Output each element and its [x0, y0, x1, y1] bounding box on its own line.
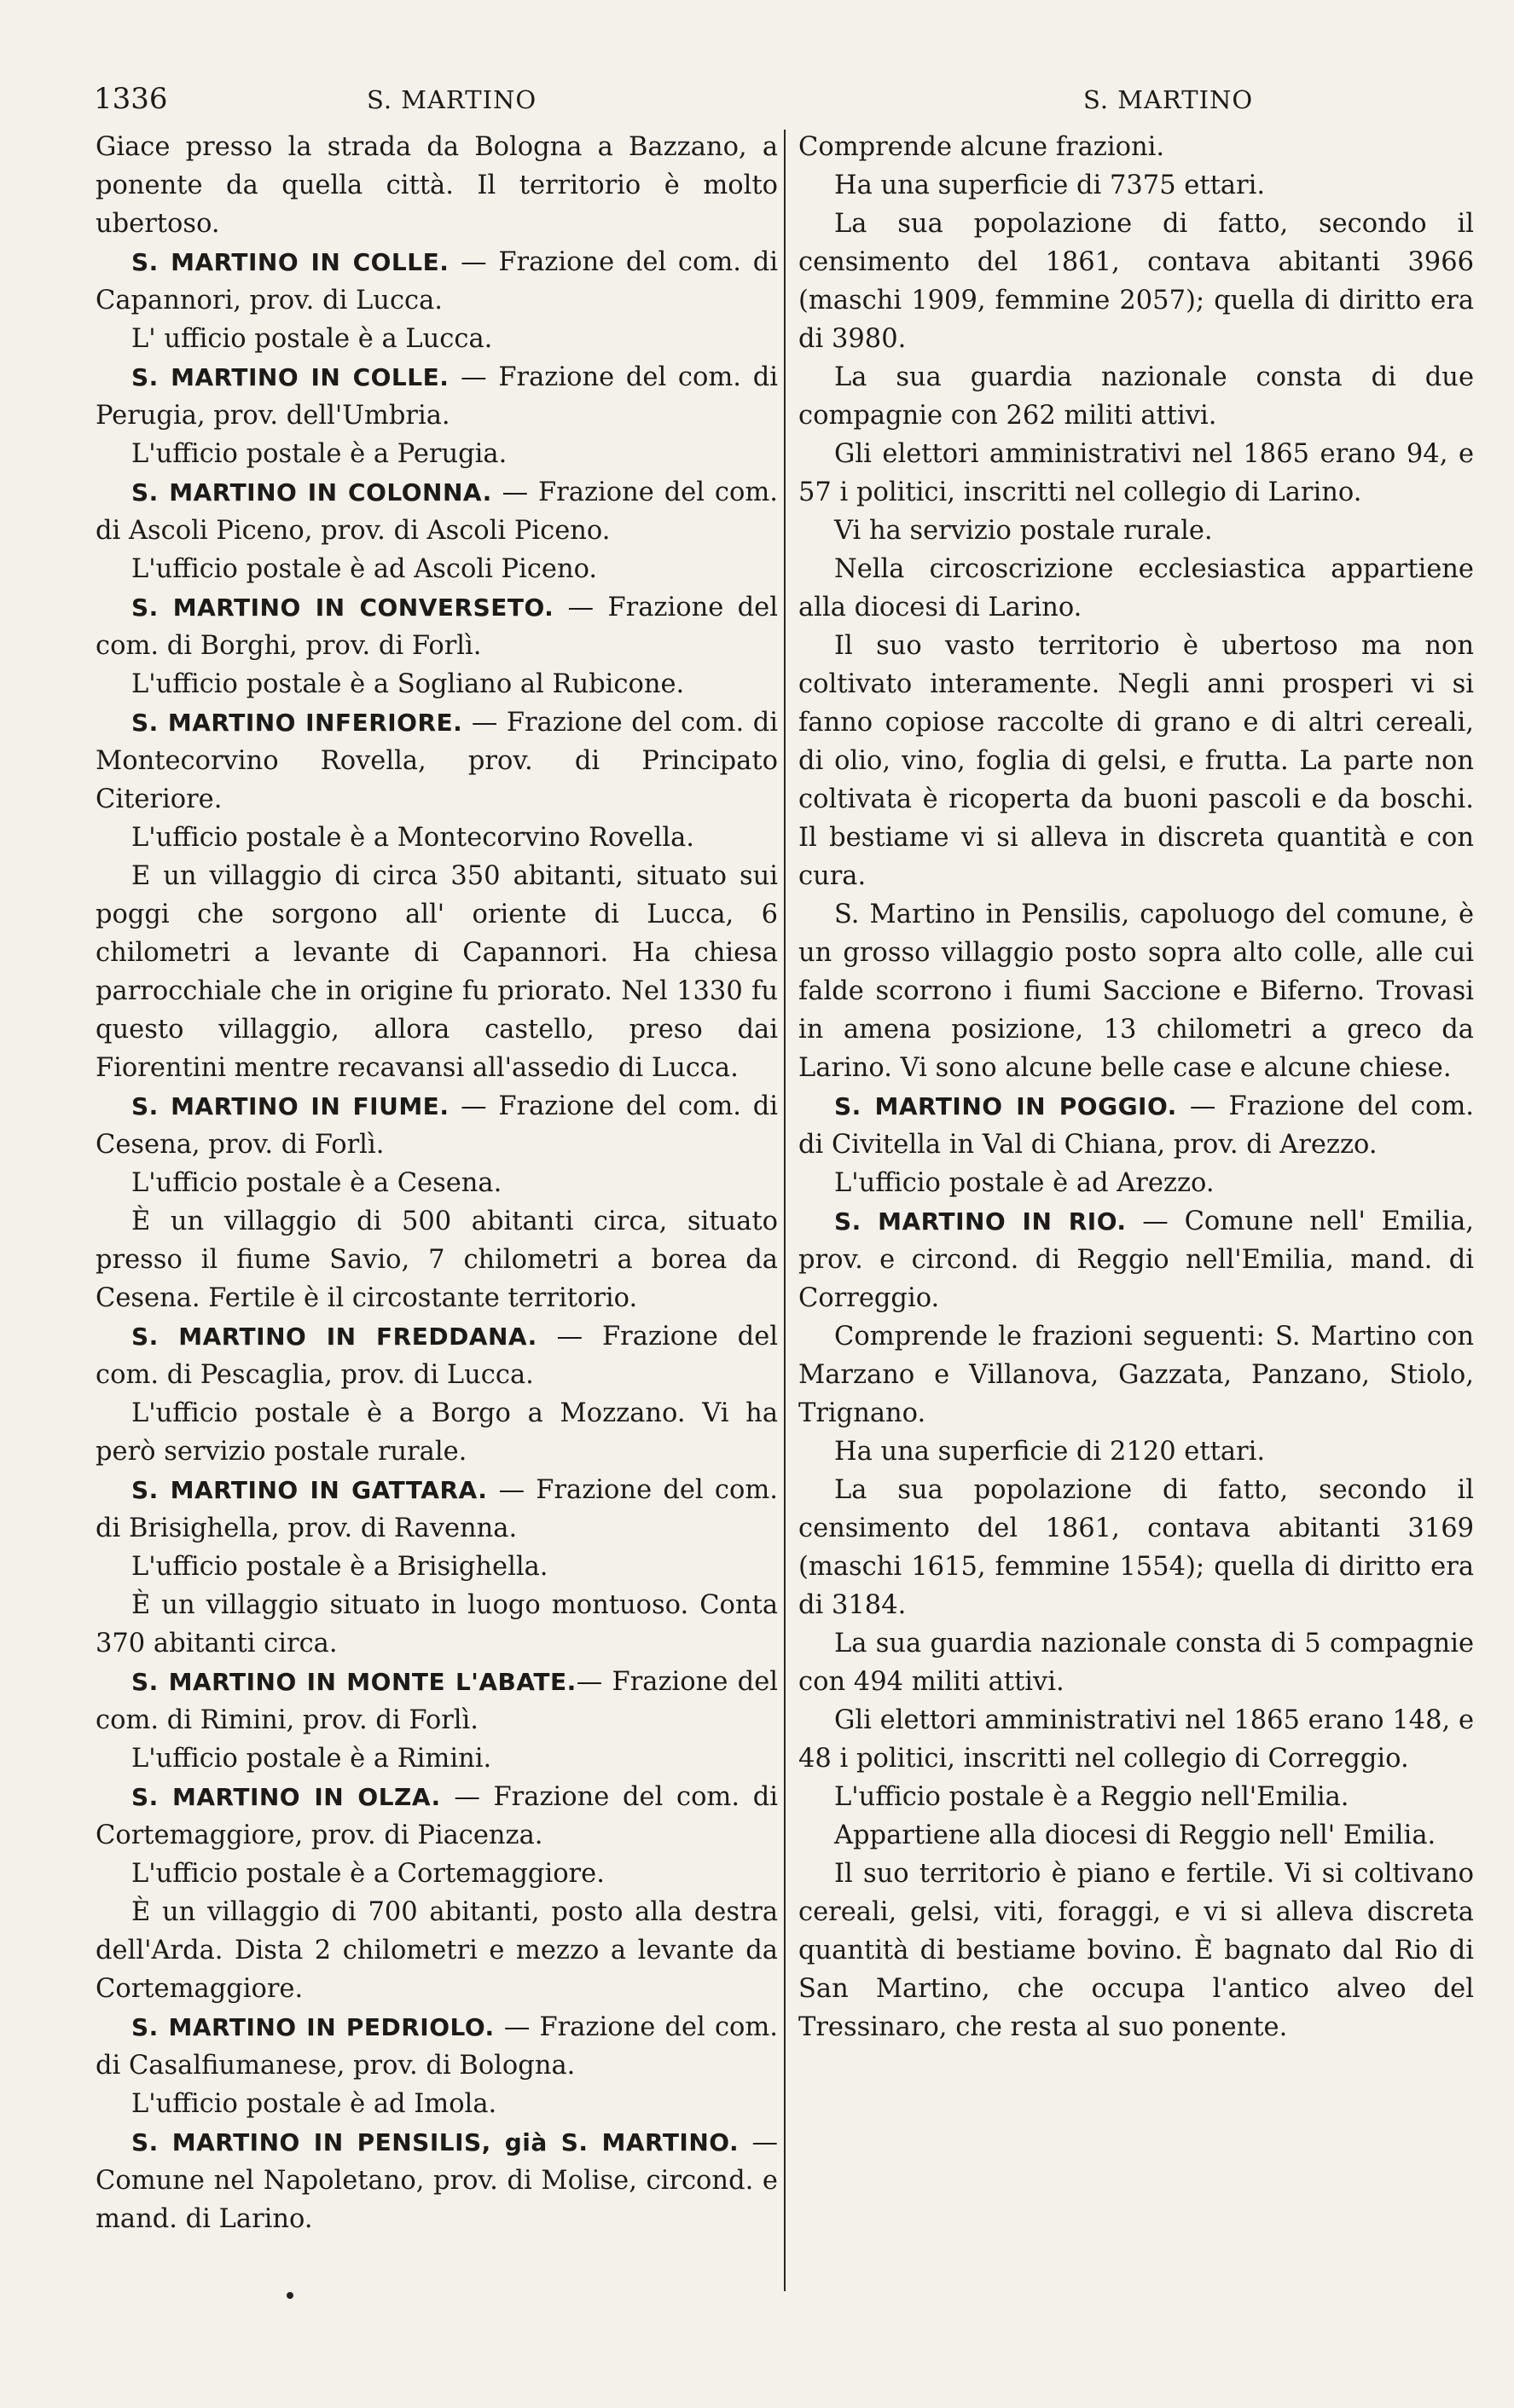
paragraph-text: È un villaggio di 700 abitanti, posto alla destra dell'Arda. Dista 2 chilometri e mezzo a levante da Cortemaggiore. [96, 1897, 778, 2004]
paragraph-text: L'ufficio postale è a Reggio nell'Emilia. [834, 1782, 1349, 1812]
entry-paragraph [96, 2123, 778, 2238]
column-divider [784, 130, 786, 2291]
entry-heading: S. MARTINO IN POGGIO. [834, 1092, 1177, 1120]
text-paragraph [798, 1433, 1474, 1471]
entry-heading: S. MARTINO IN CONVERSETO. [131, 593, 554, 622]
paragraph-text: — Frazione del com. di Capannori, prov. di Lucca. [96, 247, 778, 315]
paragraph-text: La sua guardia nazionale consta di due compagnie con 262 militi attivi. [798, 362, 1474, 431]
entry-heading: S. MARTINO IN OLZA. [131, 1783, 441, 1811]
text-paragraph [798, 1701, 1474, 1778]
text-paragraph [798, 1164, 1474, 1202]
paragraph-text: Gli elettori amministrativi nel 1865 erano 94, e 57 i politici, inscritti nel collegio di Larino. [798, 439, 1474, 507]
entry-paragraph [96, 2008, 778, 2085]
running-head-right: S. MARTINO [1083, 85, 1254, 114]
entry-heading: S. MARTINO IN COLLE. [131, 363, 450, 391]
paragraph-text: — Comune nel Napoletano, prov. di Molise, circond. e mand. di Larino. [96, 2127, 778, 2234]
paragraph-text: L'ufficio postale è a Cesena. [131, 1168, 502, 1198]
text-paragraph [96, 1164, 778, 1202]
entry-paragraph [96, 243, 778, 320]
entry-paragraph [96, 1317, 778, 1394]
text-paragraph [96, 320, 778, 358]
paragraph-text: — Frazione del com. di Borghi, prov. di Forlì. [96, 593, 778, 661]
text-paragraph [96, 1739, 778, 1778]
entry-paragraph [96, 588, 778, 665]
paragraph-text: — Frazione del com. di Ascoli Piceno, prov. di Ascoli Piceno. [96, 478, 778, 546]
entry-heading: S. MARTINO INFERIORE. [131, 709, 463, 737]
text-paragraph [798, 166, 1474, 205]
paragraph-text: — Frazione del com. di Rimini, prov. di Forlì. [96, 1667, 778, 1735]
paragraph-text: — Frazione del com. di Cesena, prov. di Forlì. [96, 1091, 778, 1160]
paragraph-text: È un villaggio situato in luogo montuoso. Conta 370 abitanti circa. [96, 1590, 778, 1658]
text-paragraph [96, 1893, 778, 2008]
text-paragraph [798, 128, 1474, 166]
entry-heading: S. MARTINO IN FREDDANA. [131, 1323, 537, 1351]
paragraph-text: — Frazione del com. di Casalfiumanese, prov. di Bologna. [96, 2012, 778, 2081]
paragraph-text: — Frazione del com. di Cortemaggiore, prov. di Piacenza. [96, 1782, 778, 1850]
entry-heading: S. MARTINO IN COLLE. [131, 248, 450, 276]
paragraph-text: La sua guardia nazionale consta di 5 compagnie con 494 militi attivi. [798, 1629, 1474, 1697]
text-paragraph [798, 550, 1474, 627]
text-paragraph [798, 627, 1474, 895]
ink-mark [287, 2292, 293, 2299]
text-paragraph [96, 1855, 778, 1893]
text-paragraph [798, 512, 1474, 550]
paragraph-text: La sua popolazione di fatto, secondo il censimento del 1861, contava abitanti 3966 (maschi 1909, femmine 2057); quella di diritto era di 3980. [798, 209, 1474, 354]
paragraph-text: S. Martino in Pensilis, capoluogo del comune, è un grosso villaggio posto sopra alto colle, alle cui falde scorrono i fiumi Saccione e Biferno. Trovasi in amena posizione, 13 chilometri a greco da Larino. Vi sono alcune belle case e alcune chiese. [798, 900, 1474, 1083]
entry-heading: S. MARTINO IN COLONNA. [131, 478, 492, 506]
paragraph-text: Ha una superficie di 7375 ettari. [834, 171, 1266, 200]
paragraph-text: — Frazione del com. di Perugia, prov. dell'Umbria. [96, 362, 778, 431]
paragraph-text: L'ufficio postale è ad Imola. [131, 2089, 497, 2119]
text-paragraph [96, 550, 778, 588]
paragraph-text: Comprende le frazioni seguenti: S. Martino con Marzano e Villanova, Gazzata, Panzano, Stiolo, Trignano. [798, 1322, 1474, 1428]
paragraph-text: — Frazione del com. di Brisighella, prov. di Ravenna. [96, 1475, 778, 1543]
paragraph-text: La sua popolazione di fatto, secondo il censimento del 1861, contava abitanti 3169 (maschi 1615, femmine 1554); quella di diritto era di 3184. [798, 1475, 1474, 1620]
entry-heading: S. MARTINO IN MONTE L'ABATE. [131, 1668, 577, 1696]
text-paragraph [798, 1471, 1474, 1624]
paragraph-text: Ha una superficie di 2120 ettari. [834, 1437, 1266, 1467]
text-paragraph [96, 819, 778, 857]
paragraph-text: Il suo territorio è piano e fertile. Vi si coltivano cereali, gelsi, viti, foraggi, e vi si alleva discreta quantità di bestiame bovino. È bagnato dal Rio di San Martino, che occupa l'antico alveo del Tressinaro, che resta al suo ponente. [798, 1859, 1474, 2042]
entry-heading: S. MARTINO IN PEDRIOLO. [131, 2013, 495, 2041]
entry-heading: S. MARTINO IN PENSILIS, già S. MARTINO. [131, 2128, 740, 2156]
text-paragraph [96, 2085, 778, 2123]
right-column [798, 128, 1474, 2046]
text-paragraph [96, 435, 778, 473]
text-paragraph [96, 1586, 778, 1663]
paragraph-text: L'ufficio postale è a Rimini. [131, 1744, 492, 1774]
text-paragraph [96, 128, 778, 243]
paragraph-text: L'ufficio postale è ad Arezzo. [834, 1168, 1215, 1198]
text-paragraph [96, 1202, 778, 1317]
paragraph-text: Comprende alcune frazioni. [798, 132, 1165, 162]
text-paragraph [798, 1778, 1474, 1816]
paragraph-text: Vi ha servizio postale rurale. [834, 516, 1213, 546]
running-head-left: S. MARTINO [367, 85, 537, 114]
paragraph-text: Gli elettori amministrativi nel 1865 erano 148, e 48 i politici, inscritti nel collegio di Correggio. [798, 1705, 1474, 1774]
text-paragraph [798, 205, 1474, 358]
text-paragraph [798, 1317, 1474, 1433]
paragraph-text: L'ufficio postale è a Cortemaggiore. [131, 1859, 605, 1889]
entry-paragraph [96, 473, 778, 550]
entry-paragraph [798, 1087, 1474, 1164]
entry-heading: S. MARTINO IN FIUME. [131, 1092, 450, 1120]
paragraph-text: Nella circoscrizione ecclesiastica appartiene alla diocesi di Larino. [798, 554, 1474, 622]
text-paragraph [798, 1855, 1474, 2046]
text-paragraph [96, 1548, 778, 1586]
paragraph-text: — Frazione del com. di Montecorvino Rovella, prov. di Principato Citeriore. [96, 708, 778, 814]
entry-paragraph [96, 1471, 778, 1548]
text-paragraph [798, 358, 1474, 435]
entry-paragraph [96, 1663, 778, 1739]
entry-paragraph [96, 703, 778, 819]
paragraph-text: Il suo vasto territorio è ubertoso ma non coltivato interamente. Negli anni prosperi vi si fanno copiose raccolte di grano e di altri cereali, di olio, vino, foglia di gelsi, e frutta. La parte non coltivata è ricoperta da buoni pascoli e da boschi. Il bestiame vi si alleva in discreta quantità e con cura. [798, 631, 1474, 891]
text-paragraph [798, 1624, 1474, 1701]
paragraph-text: L'ufficio postale è a Borgo a Mozzano. Vi ha però servizio postale rurale. [96, 1398, 778, 1467]
paragraph-text: L' ufficio postale è a Lucca. [131, 324, 493, 354]
paragraph-text: L'ufficio postale è a Perugia. [131, 439, 508, 469]
text-paragraph [798, 895, 1474, 1087]
paragraph-text: È un villaggio di 500 abitanti circa, situato presso il fiume Savio, 7 chilometri a borea da Cesena. Fertile è il circostante territorio. [96, 1207, 778, 1313]
entry-paragraph [96, 1087, 778, 1164]
paragraph-text: — Frazione del com. di Pescaglia, prov. di Lucca. [96, 1322, 778, 1390]
text-paragraph [798, 435, 1474, 512]
paragraph-text: Appartiene alla diocesi di Reggio nell' Emilia. [834, 1820, 1436, 1850]
entry-heading: S. MARTINO IN RIO. [834, 1207, 1127, 1236]
paragraph-text: Giace presso la strada da Bologna a Bazzano, a ponente da quella città. Il territorio è molto ubertoso. [96, 132, 778, 239]
paragraph-text: L'ufficio postale è ad Ascoli Piceno. [131, 554, 598, 584]
paragraph-text: — Frazione del com. di Civitella in Val di Chiana, prov. di Arezzo. [798, 1091, 1474, 1160]
text-paragraph [798, 1816, 1474, 1855]
text-paragraph [96, 857, 778, 1087]
entry-paragraph [96, 1778, 778, 1855]
left-column [96, 128, 778, 2238]
page-number: 1336 [94, 82, 168, 116]
paragraph-text: E un villaggio di circa 350 abitanti, situato sui poggi che sorgono all' oriente di Lucca, 6 chilometri a levante di Capannori. Ha chiesa parrocchiale che in origine fu priorato. Nel 1330 fu questo villaggio, allora castello, preso dai Fiorentini mentre recavansi all'assedio di Lucca. [96, 861, 778, 1083]
paragraph-text: L'ufficio postale è a Sogliano al Rubicone. [131, 669, 685, 699]
paragraph-text: L'ufficio postale è a Montecorvino Rovella. [131, 823, 694, 853]
text-paragraph [96, 665, 778, 703]
text-paragraph [96, 1394, 778, 1471]
entry-paragraph [798, 1202, 1474, 1317]
paragraph-text: — Comune nell' Emilia, prov. e circond. di Reggio nell'Emilia, mand. di Correggio. [798, 1207, 1474, 1313]
entry-paragraph [96, 358, 778, 435]
entry-heading: S. MARTINO IN GATTARA. [131, 1476, 488, 1504]
paragraph-text: L'ufficio postale è a Brisighella. [131, 1552, 548, 1582]
